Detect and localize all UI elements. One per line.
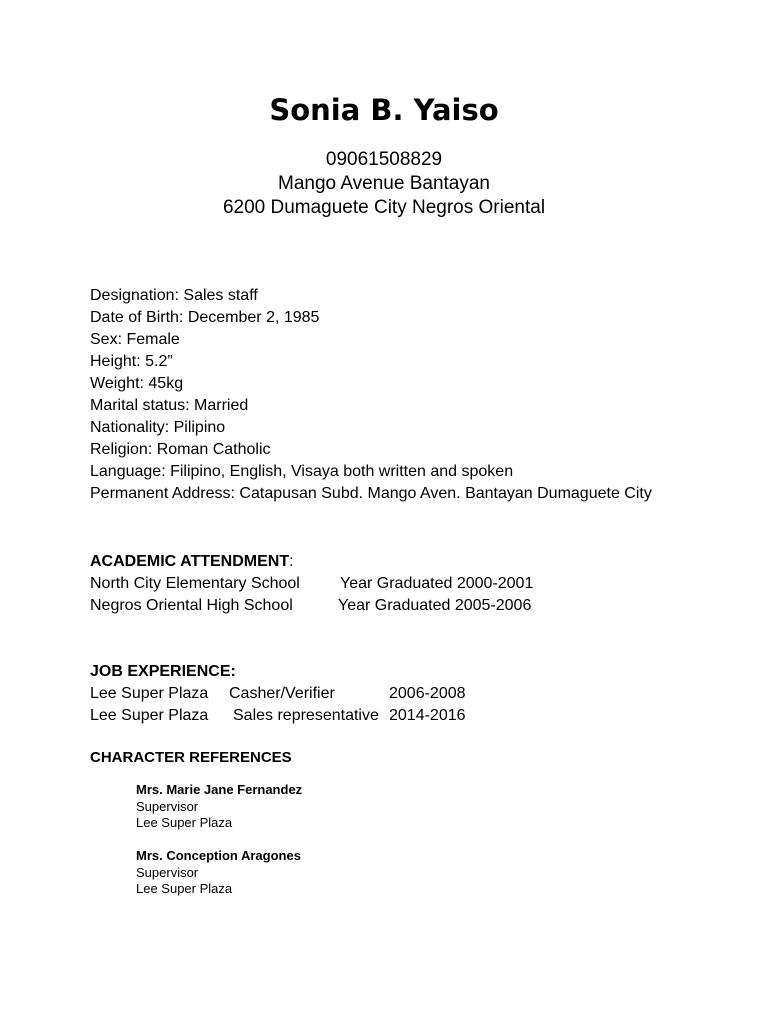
reference-company: Lee Super Plaza [136,815,233,830]
academic-school: Negros Oriental High School [90,597,293,614]
job-position: Sales representative [233,707,379,724]
reference-role: Supervisor [136,864,199,880]
academic-title-colon: : [289,553,294,570]
academic-year: Year Graduated 2005-2006 [338,597,532,614]
job-title: JOB EXPERIENCE: [90,663,236,680]
personal-height: Height: 5.2” [90,353,173,370]
personal-info [90,285,652,505]
personal-weight: Weight: 45kg [90,375,184,392]
academic-school: North City Elementary School [90,575,300,592]
personal-nationality: Nationality: Pilipino [90,419,226,436]
reference-name: Mrs. Marie Jane Fernandez [136,782,303,797]
applicant-name: Sonia B. Yaiso [269,93,499,127]
phone-number: 09061508829 [325,149,443,170]
reference-item [136,848,301,898]
reference-name: Mrs. Conception Aragones [136,848,301,863]
job-years: 2006-2008 [389,685,466,702]
personal-religion: Religion: Roman Catholic [90,441,271,458]
academic-year: Year Graduated 2000-2001 [340,575,534,592]
reference-company: Lee Super Plaza [136,881,233,896]
address-line-2: 6200 Dumaguete City Negros Oriental [222,197,546,218]
job-company: Lee Super Plaza [90,685,209,702]
job-company: Lee Super Plaza [90,707,209,724]
reference-role: Supervisor [136,798,199,814]
personal-language: Language: Filipino, English, Visaya both written and spoken [90,463,514,480]
address-line-1: Mango Avenue Bantayan [278,173,490,194]
contact-block [0,148,768,220]
job-position: Casher/Verifier [229,685,335,702]
job-years: 2014-2016 [389,707,466,724]
personal-permanent-address: Permanent Address: Catapusan Subd. Mango Aven. Bantayan Dumaguete City [90,485,652,502]
personal-designation: Designation: Sales staff [90,287,258,304]
personal-birthdate: Date of Birth: December 2, 1985 [90,309,320,326]
personal-marital-status: Marital status: Married [90,397,249,414]
personal-sex: Sex: Female [90,331,180,348]
reference-item [136,782,302,832]
academic-title: ACADEMIC ATTENDMENT [90,553,290,570]
references-title: CHARACTER REFERENCES [90,749,292,766]
